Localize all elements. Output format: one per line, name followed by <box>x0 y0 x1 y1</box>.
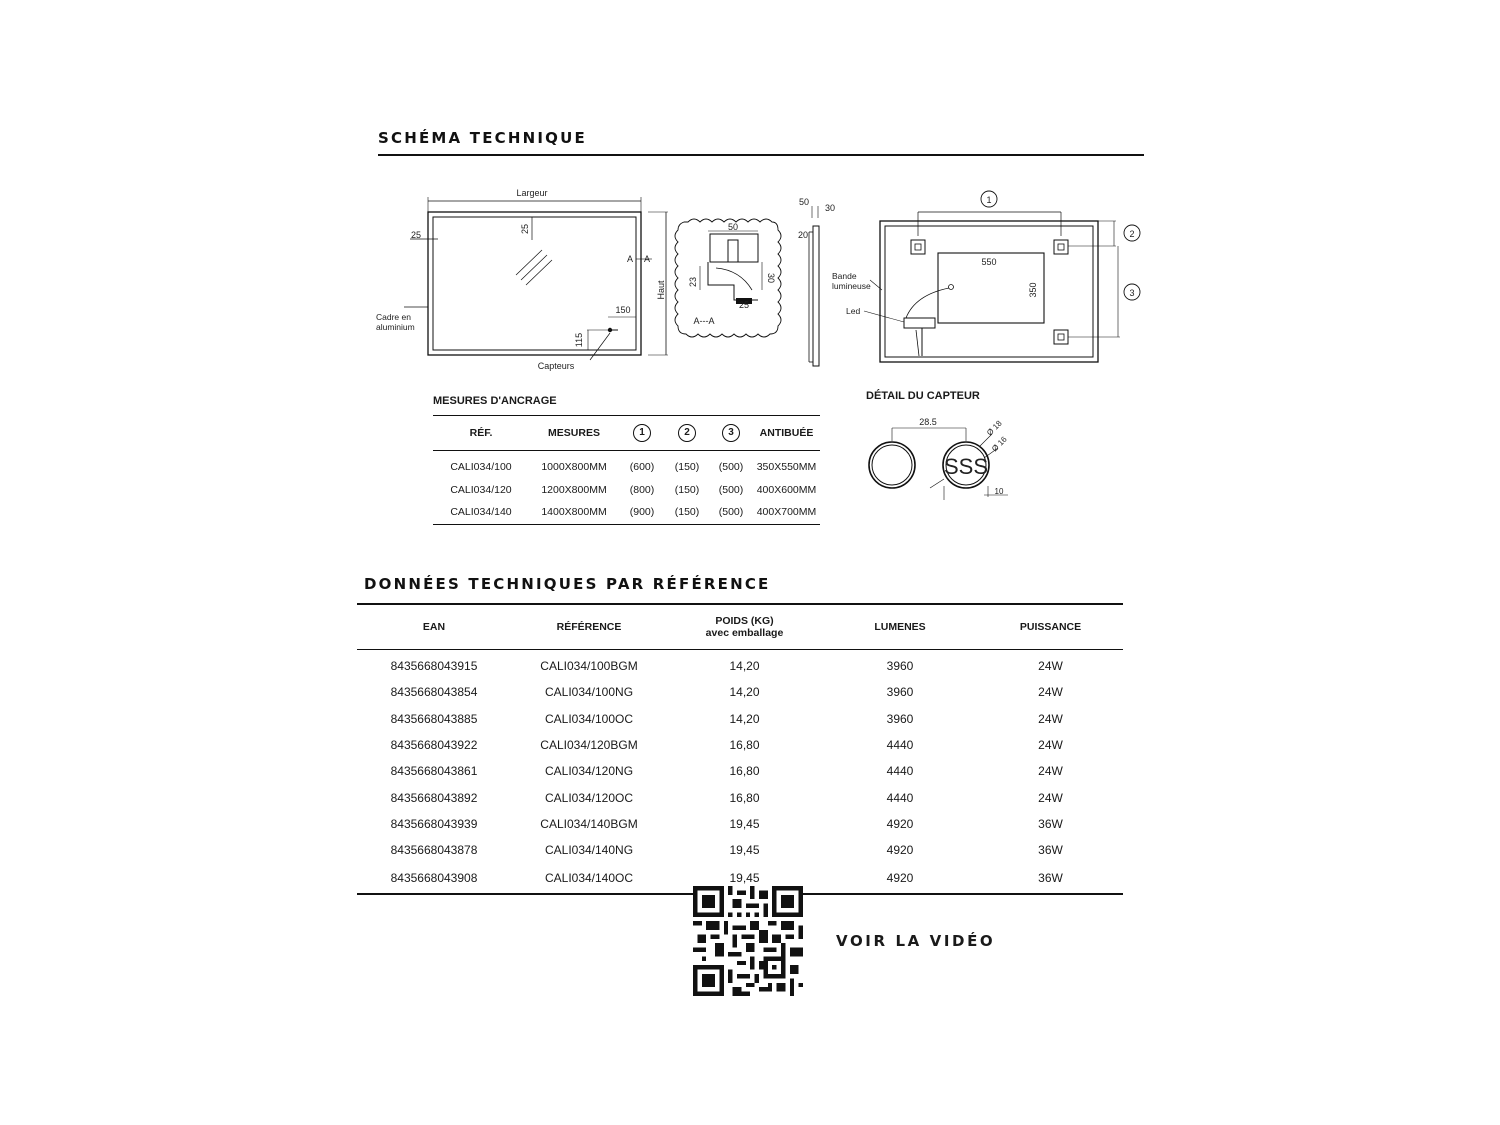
dia-16: Ø 16 <box>990 434 1009 454</box>
table-row <box>357 758 1123 784</box>
largeur-label: Largeur <box>516 188 548 198</box>
dim-150: 150 <box>615 305 631 315</box>
col-poids <box>667 604 822 650</box>
table-row <box>433 501 820 525</box>
cell-lumenes: 3960 <box>886 685 914 700</box>
cell-puissance: 24W <box>1038 764 1063 779</box>
table-row <box>357 650 1123 680</box>
cell-poids: 19,45 <box>729 816 760 831</box>
dim-10: 10 <box>994 487 1004 496</box>
cell-poids: 14,20 <box>729 685 760 700</box>
cell-ref: CALI034/120 <box>450 483 512 496</box>
cell-antibuee: 400X600MM <box>756 483 817 496</box>
side-view <box>798 197 835 366</box>
cell-c1: (800) <box>629 483 655 496</box>
cell-poids: 16,80 <box>729 764 760 779</box>
cell-puissance: 24W <box>1038 790 1063 805</box>
cell-reference: CALI034/100NG <box>544 685 634 700</box>
cell-lumenes: 4920 <box>822 863 978 894</box>
cell-ean: 8435668043915 <box>390 659 478 674</box>
cell-c1: (900) <box>619 501 665 525</box>
section-detail <box>675 219 781 337</box>
cell-reference: CALI034/100BGM <box>540 659 638 674</box>
col-ean: EAN <box>357 604 511 650</box>
section-a-label-2: A <box>643 254 651 264</box>
cell-ean: 8435668043922 <box>390 738 478 753</box>
cell-lumenes: 3960 <box>886 711 914 726</box>
cell-c3: (500) <box>709 501 753 525</box>
cadre-label-1: Cadre en <box>376 312 411 322</box>
cell-reference: CALI034/120OC <box>544 790 634 805</box>
table-row <box>357 784 1123 810</box>
back-view <box>832 191 1140 362</box>
cell-poids: 19,45 <box>667 863 822 894</box>
cell-mesures: 1200X800MM <box>541 483 607 496</box>
cell-c2: (150) <box>674 483 700 496</box>
cell-lumenes: 4920 <box>886 843 914 858</box>
capteurs-label: Capteurs <box>537 361 575 371</box>
poids-sub-label: avec emballage <box>705 627 784 639</box>
col-antibuee: ANTIBUÉE <box>753 416 820 451</box>
cell-puissance: 24W <box>1038 711 1063 726</box>
col-mesures: MESURES <box>529 416 619 451</box>
cell-ean: 8435668043885 <box>390 711 478 726</box>
ancrage-table <box>433 415 820 525</box>
ancrage-heading: MESURES D'ANCRAGE <box>433 395 557 407</box>
table-row <box>357 837 1123 863</box>
schema-rule <box>378 154 1144 156</box>
capteur-drawing <box>860 410 1040 510</box>
bande-label-1: Bande <box>832 271 857 281</box>
cell-c1: (600) <box>629 461 655 474</box>
cell-antibuee: 350X550MM <box>756 461 817 474</box>
col-1 <box>619 416 665 451</box>
col-ref: RÉF. <box>433 416 529 451</box>
cell-reference: CALI034/140BGM <box>540 816 638 831</box>
qr-code[interactable] <box>693 886 803 996</box>
cell-ean: 8435668043878 <box>390 843 478 858</box>
circle-3-badge: 3 <box>722 424 740 442</box>
cell-reference: CALI034/100OC <box>544 711 634 726</box>
col-2 <box>665 416 709 451</box>
led-label: Led <box>846 306 861 316</box>
section-aa-label: A---A <box>693 316 715 326</box>
cell-ean: 8435668043892 <box>390 790 478 805</box>
cell-lumenes: 4440 <box>886 738 914 753</box>
cell-reference: CALI034/120BGM <box>540 738 638 753</box>
section-a-label: A <box>626 254 634 264</box>
dim-350: 350 <box>1028 282 1038 298</box>
donnees-header-row <box>357 604 1123 650</box>
cell-antibuee: 400X700MM <box>753 501 820 525</box>
voir-video-link[interactable]: VOIR LA VIDÉO <box>836 932 996 950</box>
cell-c3: (500) <box>718 483 744 496</box>
side-dim-50: 50 <box>798 197 810 207</box>
dim-30: 30 <box>766 272 776 284</box>
cadre-label-2: aluminium <box>376 322 415 332</box>
donnees-heading: DONNÉES TECHNIQUES PAR RÉFÉRENCE <box>364 575 771 593</box>
col-3 <box>709 416 753 451</box>
cell-puissance: 36W <box>1038 816 1063 831</box>
cell-mesures: 1400X800MM <box>529 501 619 525</box>
col-reference: RÉFÉRENCE <box>511 604 667 650</box>
cell-ean: 8435668043854 <box>390 685 478 700</box>
dim-25-detail: 25 <box>738 300 750 310</box>
poids-label: POIDS (KG) <box>715 615 774 627</box>
front-view <box>376 188 668 371</box>
cell-puissance: 24W <box>1038 685 1063 700</box>
cell-poids: 14,20 <box>729 711 760 726</box>
table-row <box>433 451 820 479</box>
cell-poids: 19,45 <box>729 843 760 858</box>
circle-2-badge: 2 <box>678 424 696 442</box>
cell-lumenes: 3960 <box>886 659 914 674</box>
cell-poids: 16,80 <box>729 790 760 805</box>
cell-lumenes: 4920 <box>886 816 914 831</box>
cell-ref: CALI034/140 <box>433 501 529 525</box>
cell-reference: CALI034/120NG <box>544 764 634 779</box>
dia-18: Ø 18 <box>985 418 1004 438</box>
dim-25-vertical: 25 <box>520 223 530 235</box>
table-row <box>357 732 1123 758</box>
cell-lumenes: 4440 <box>886 764 914 779</box>
sss-mark: SSS <box>943 454 989 479</box>
dim-115: 115 <box>574 332 584 348</box>
bande-label-2: lumineuse <box>832 281 871 291</box>
cell-c2: (150) <box>674 461 700 474</box>
dim-550: 550 <box>981 257 997 267</box>
cell-puissance: 36W <box>1038 843 1063 858</box>
table-row <box>357 679 1123 705</box>
cell-reference: CALI034/140NG <box>544 843 634 858</box>
table-row <box>357 811 1123 837</box>
callout-2: 2 <box>1129 229 1135 239</box>
haut-label: Haut <box>656 280 666 300</box>
table-row <box>357 706 1123 732</box>
callout-3: 3 <box>1129 288 1135 298</box>
cell-reference: CALI034/140OC <box>511 863 667 894</box>
schema-heading: SCHÉMA TECHNIQUE <box>378 129 587 147</box>
donnees-table <box>357 603 1123 895</box>
col-lumenes: LUMENES <box>822 604 978 650</box>
table-row <box>433 479 820 501</box>
cell-ref: CALI034/100 <box>450 461 512 474</box>
cell-lumenes: 4440 <box>886 790 914 805</box>
callout-1: 1 <box>986 195 992 205</box>
dim-50: 50 <box>727 222 739 232</box>
cell-c3: (500) <box>718 461 744 474</box>
cell-ean: 8435668043861 <box>390 764 478 779</box>
dim-23: 23 <box>688 276 698 288</box>
cell-poids: 16,80 <box>729 738 760 753</box>
cell-c2: (150) <box>665 501 709 525</box>
dim-28-5: 28.5 <box>919 417 937 427</box>
cell-poids: 14,20 <box>729 659 760 674</box>
cell-ean: 8435668043939 <box>390 816 478 831</box>
cell-puissance: 24W <box>1038 659 1063 674</box>
circle-1-badge: 1 <box>633 424 651 442</box>
capteur-heading: DÉTAIL DU CAPTEUR <box>866 390 980 402</box>
dim-25-horizontal: 25 <box>410 230 422 240</box>
side-dim-20: 20 <box>797 230 809 240</box>
cell-puissance: 36W <box>978 863 1123 894</box>
cell-ean: 8435668043908 <box>357 863 511 894</box>
col-puissance: PUISSANCE <box>978 604 1123 650</box>
technical-drawing <box>360 180 1160 380</box>
side-dim-30: 30 <box>824 203 836 213</box>
ancrage-header-row <box>433 416 820 451</box>
cell-puissance: 24W <box>1038 738 1063 753</box>
cell-mesures: 1000X800MM <box>541 461 607 474</box>
